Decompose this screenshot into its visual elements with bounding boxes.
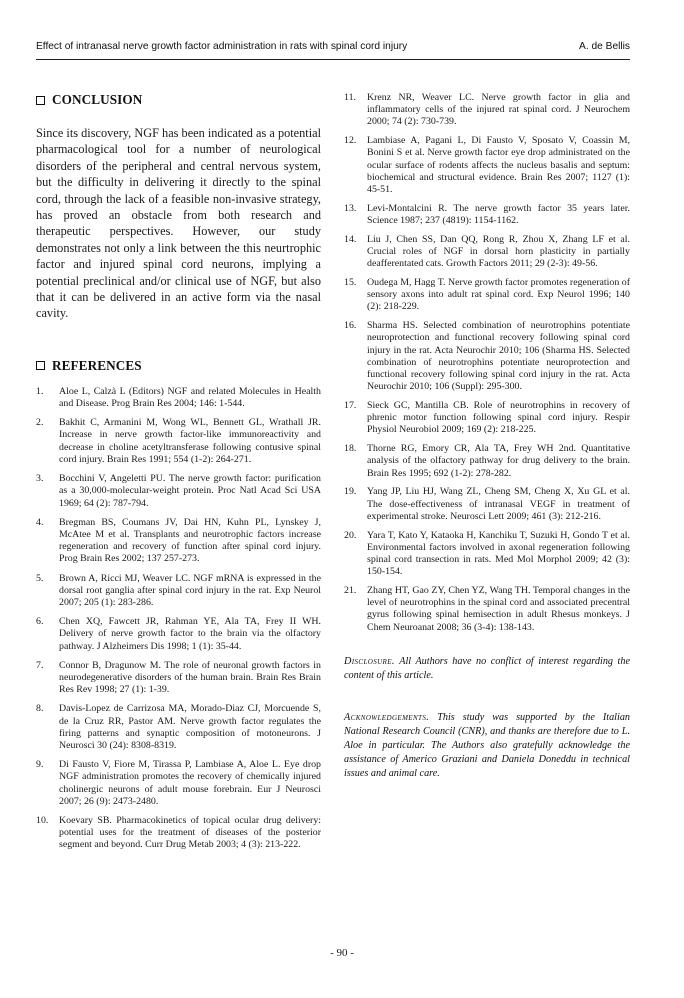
reference-text: Bocchini V, Angeletti PU. The nerve growth factor: purification as a 30,000-molecular-weight protein. Proc Natl Acad Sci USA 1969; 64 (2): 787-794. [59,473,321,509]
reference-number: 1. [36,385,44,397]
reference-text: Koevary SB. Pharmacokinetics of topical ocular drug delivery: potential uses for the treatment of diseases of the posterior segment and beyond. Curr Drug Metab 2003; 4 (3): 213-222. [59,814,321,851]
reference-text: Di Fausto V, Fiore M, Tirassa P, Lambiase A, Aloe L. Eye drop NGF administration promotes the recovery of chemically injured cholinergic neurons of adult mouse forebrain. Eur J Neurosci 2007; 26 (9): 2473-2480. [59,759,321,807]
reference-number: 11. [344,92,356,103]
reference-item [36,573,321,610]
reference-number: 17. [344,400,357,412]
reference-item [344,400,630,437]
reference-text: Sieck GC, Mantilla CB. Role of neurotrophins in recovery of phrenic motor function following spinal cord injury. Respir Physiol Neurobiol 2009; 169 (2): 218-225. [367,400,630,436]
references-heading-text: REFERENCES [52,357,142,373]
reference-item [36,703,321,752]
reference-number: 8. [36,703,44,715]
acknowledgements-label: Acknowledgements. [344,711,430,723]
reference-item [36,759,321,808]
reference-item [36,473,321,510]
reference-item [36,815,321,852]
reference-item [36,616,321,653]
running-title: Effect of intranasal nerve growth factor administration in rats with spinal cord injury [36,41,408,52]
reference-item [36,417,321,466]
right-column [344,92,630,781]
reference-item [36,386,321,410]
reference-item [344,92,630,129]
reference-item [36,660,321,697]
disclosure-note [344,655,630,683]
reference-text: Aloe L, Calzà L (Editors) NGF and related Molecules in Health and Disease. Prog Brain Res 2004; 146: 1-544. [59,385,321,410]
reference-item [344,277,630,314]
reference-item [36,517,321,566]
reference-item [344,585,630,634]
reference-number: 6. [36,616,44,628]
reference-number: 13. [344,202,357,214]
reference-number: 21. [344,585,357,597]
reference-text: Connor B, Dragunow M. The role of neuronal growth factors in neurodegenerative disorders of the human brain. Brain Res Brain Res Rev 1998; 27 (1): 1-39. [59,659,321,696]
reference-text: Krenz NR, Weaver LC. Nerve growth factor in glia and inflammatory cells of the injured rat spinal cord. J Neurochem 2000; 74 (2): 730-739. [367,92,630,128]
reference-text: Zhang HT, Gao ZY, Chen YZ, Wang TH. Temporal changes in the level of neurotrophins in the spinal cord and associated precentral gyrus following spinal hemisection in adult Rhesus monkeys. J Chem Neuroanat 2008; 36 (3-4): 138-143. [367,585,630,633]
reference-number: 15. [344,277,357,289]
reference-number: 20. [344,529,357,541]
reference-number: 14. [344,233,357,245]
reference-number: 4. [36,516,44,528]
acknowledgements-text: This study was supported by the Italian National Research Council (CNR), and thanks are therefore due to L. Aloe in particular. The Authors also gratefully acknowledge the assistance of Americo Graziani and Daniela Doneddu in technical issues and animal care. [344,711,631,779]
reference-text: Thorne RG, Emory CR, Ala TA, Frey WH 2nd. Quantitative analysis of the olfactory pathway for drug delivery to the brain. Brain Res 1995; 692 (1-2): 278-282. [367,443,630,479]
page-number: - 90 - [330,947,354,959]
disclosure-label: Disclosure. [344,655,395,667]
reference-text: Lambiase A, Pagani L, Di Fausto V, Sposato V, Coassin M, Bonini S et al. Nerve growth factor eye drop administrated on the ocular surface of rodents affects the nucleus basalis and septum: biochemical and structural evidence. Brain Res 2007; 1127 (1): 45-51. [367,135,630,196]
reference-item [344,135,630,196]
square-bullet-icon [36,96,45,105]
reference-number: 7. [36,659,44,671]
conclusion-paragraph: Since its discovery, NGF has been indicated as a potential pharmacological tool for a number of neurological disorders of the peripheral and central nervous system, but the difficulty in delivering it directly to the spinal cord, through the lack of a feasible non-invasive strategy, has proved an obstacle from both research and therapeutic perspectives. However, our study demonstrates not only a link between the this neurtrophic factor and injured spinal cord neurons, implying a potential preclinical and/or clinical use of NGF, but also that it can be delivered in an active form via the nasal cavity. [36,126,321,321]
running-header [36,39,630,60]
running-author: A. de Bellis [579,41,630,52]
reference-text: Oudega M, Hagg T. Nerve growth factor promotes regeneration of sensory axons into adult rat spinal cord. Exp Neurol 1996; 140 (2): 218-229. [367,277,630,313]
reference-number: 12. [344,135,357,147]
reference-number: 2. [36,417,44,429]
reference-text: Liu J, Chen SS, Dan QQ, Rong R, Zhou X, Zhang LF et al. Crucial roles of NGF in dorsal horn plasticity in partially deafferentated cats. Growth Factors 2011; 29 (2-3): 49-56. [367,233,630,270]
square-bullet-icon [36,361,45,370]
reference-text: Bregman BS, Coumans JV, Dai HN, Kuhn PL, Lynskey J, McAtee M et al. Transplants and neurotrophic factors increase regeneration and recovery of function after spinal cord injury. Prog Brain Res 2002; 137 257-273. [59,516,321,565]
acknowledgements-note [344,711,630,781]
reference-item [344,203,630,227]
reference-number: 5. [36,572,44,584]
reference-item [344,530,630,579]
reference-number: 18. [344,443,357,455]
reference-text: Yara T, Kato Y, Kataoka H, Kanchiku T, Suzuki H, Gondo T et al. Environmental factors involved in axonal regeneration following spinal cord transection in rats. Med Mol Morphol 2009; 42 (3): 150-154. [367,529,630,578]
references-heading [36,358,321,374]
reference-item [344,443,630,480]
reference-list-left [36,386,321,852]
reference-item [344,486,630,523]
reference-list-right [344,92,630,634]
reference-text: Bakhit C, Armanini M, Wong WL, Bennett GL, Wrathall JR. Increase in nerve growth factor-like immunoreactivity and decrease in choline acetyltransferase following contusive spinal cord injury. Brain Res 1991; 554 (1-2): 264-271. [59,417,321,465]
conclusion-heading [36,92,321,108]
reference-text: Chen XQ, Fawcett JR, Rahman YE, Ala TA, Frey II WH. Delivery of nerve growth factor to the brain via the olfactory pathway. J Alzheimers Dis 1998; 1 (1): 35-44. [59,616,321,652]
reference-text: Sharma HS. Selected combination of neurotrophins potentiate neuroprotection and functional recovery following spinal cord injury in the rat. Acta Neurochir 2010; 106 (Sharma HS. Selected combination of neurotrophins potentiate neuroprotection and functional recovery following spinal cord injury in the rat. Acta Neurochir 2010; 106 (Suppl): 295-300. [367,320,630,393]
reference-text: Davis-Lopez de Carrizosa MA, Morado-Diaz CJ, Morcuende S, de la Cruz RR, Pastor AM. Nerve growth factor regulates the firing patterns and synaptic composition of motoneurons. J Neurosci 30 (24): 8308-8319. [59,703,321,751]
reference-item [344,234,630,271]
reference-text: Brown A, Ricci MJ, Weaver LC. NGF mRNA is expressed in the dorsal root ganglia after spinal cord injury in the rat. Exp Neurol 2007; 205 (1): 283-286. [59,572,321,608]
left-column [36,92,321,859]
reference-number: 16. [344,320,357,332]
reference-number: 9. [36,759,44,771]
reference-text: Levi-Montalcini R. The nerve growth factor 35 years later. Science 1987; 237 (4819): 1154-1162. [367,202,630,227]
reference-number: 3. [36,473,44,485]
reference-text: Yang JP, Liu HJ, Wang ZL, Cheng SM, Cheng X, Xu GL et al. The dose-effectiveness of intranasal VEGF in treatment of experimental stroke. Neurosci Lett 2009; 461 (3): 212-216. [367,486,630,522]
reference-number: 19. [344,486,357,498]
conclusion-heading-text: CONCLUSION [52,92,143,107]
reference-number: 10. [36,814,49,826]
disclosure-text: All Authors have no conflict of interest regarding the content of this article. [344,655,630,681]
reference-item [344,320,630,393]
